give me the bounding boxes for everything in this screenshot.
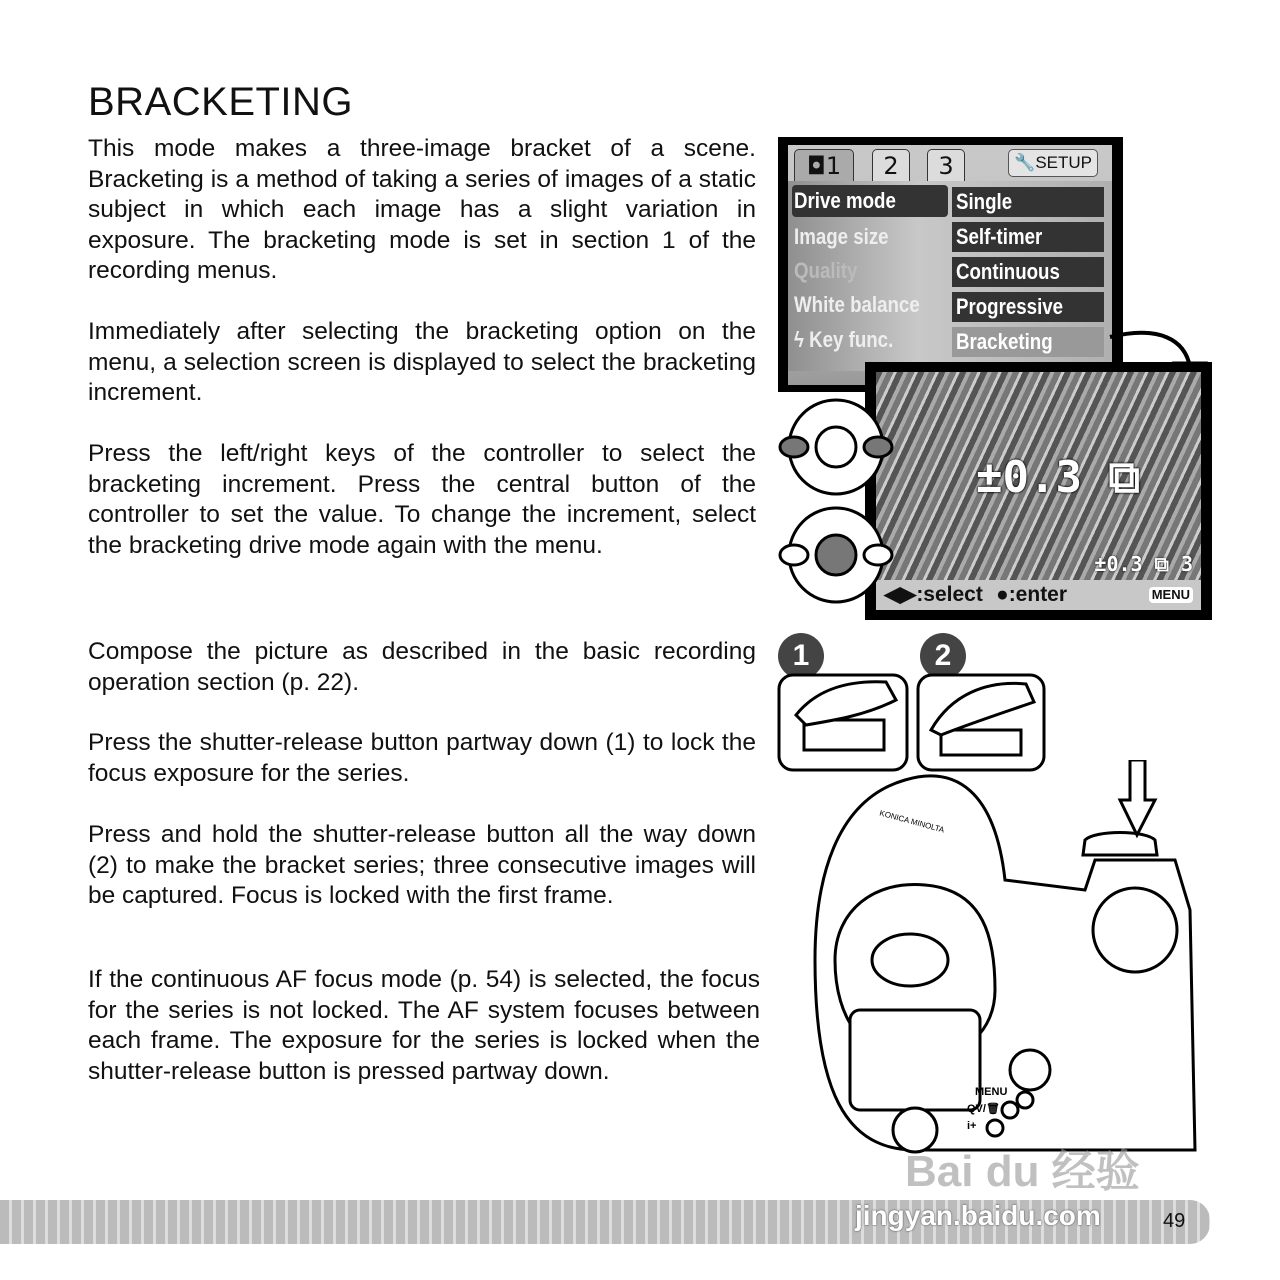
watermark-url: jingyan.baidu.com <box>855 1200 1101 1231</box>
info-label: i+ <box>967 1120 977 1132</box>
paragraph: This mode makes a three-image bracket of a scene. Bracketing is a method of taking a series of images of a static subject in which each image has a slight variation in exposure. The bracketing mode is set in section 1 of the recording menus. <box>88 135 756 285</box>
paragraph: Press the shutter-release button partway down (1) to lock the focus exposure for the series. <box>88 729 756 787</box>
menu-item: White balance <box>794 292 920 317</box>
paragraph: Press the left/right keys of the controller to select the bracketing increment. Press the central button of the controller to set the value. To change the increment, select the bracketing drive mode again with the menu. <box>88 440 756 559</box>
menu-item: Image size <box>794 224 889 249</box>
option-selected: Bracketing <box>952 327 1104 357</box>
option: Continuous <box>952 257 1104 287</box>
bracket-value: ±0.3 ⧉ <box>976 452 1140 503</box>
select-hint: ◀▶:select <box>884 583 983 606</box>
controller-illustration <box>778 395 898 610</box>
menu-item: ϟ Key func. <box>794 327 894 352</box>
camera-brand: KONICA MINOLTA <box>878 808 946 835</box>
menu-item: Drive mode <box>794 188 896 213</box>
menu-label: MENU <box>975 1086 1008 1098</box>
menu-badge: MENU <box>1149 587 1193 603</box>
paragraph: Immediately after selecting the bracketing option on the menu, a selection screen is displayed to select the bracketing increment. <box>88 318 756 407</box>
tab-2: 2 <box>872 149 910 182</box>
page-number: 49 <box>1163 1210 1186 1232</box>
step-badge: 1 <box>778 633 824 679</box>
paragraph: Compose the picture as described in the basic recording operation section (p. 22). <box>88 638 756 696</box>
wrench-icon: 🔧 <box>1014 153 1036 172</box>
option: Single <box>952 187 1104 217</box>
bracket-status: ±0.3 ⧉ 3 <box>1094 552 1193 576</box>
flash-icon: ϟ <box>794 327 810 352</box>
tab-3: 3 <box>927 149 965 182</box>
watermark-logo: Bai du 经验 <box>905 1147 1140 1196</box>
shutter-press-illustration <box>776 660 1056 775</box>
option: Self-timer <box>952 222 1104 252</box>
enter-hint: ●:enter <box>996 583 1068 606</box>
paragraph: If the continuous AF focus mode (p. 54) is selected, the focus for the series is not locked. The AF system focuses between each frame. The exposure for the series is locked when the shutter-release button is pressed partway down. <box>88 966 760 1085</box>
menu-item: Quality <box>794 258 858 283</box>
paragraph: Press and hold the shutter-release button all the way down (2) to make the bracket series; three consecutive images will be captured. Focus is locked with the first frame. <box>88 821 756 910</box>
camera-illustration <box>795 760 1205 1160</box>
camera-icon: ◘ <box>806 152 826 180</box>
bracket-icon: ⧉ <box>1108 452 1140 503</box>
tab-setup: 🔧SETUP <box>1008 149 1098 177</box>
qv-label: QV/🗑 <box>967 1103 1000 1115</box>
bracket-selection-screen <box>865 362 1212 620</box>
step-badge: 2 <box>920 633 966 679</box>
page-title: BRACKETING <box>88 80 354 124</box>
menu-screen-illustration <box>778 137 1123 392</box>
option: Progressive <box>952 292 1104 322</box>
tab-1: ◘1 <box>794 149 854 182</box>
